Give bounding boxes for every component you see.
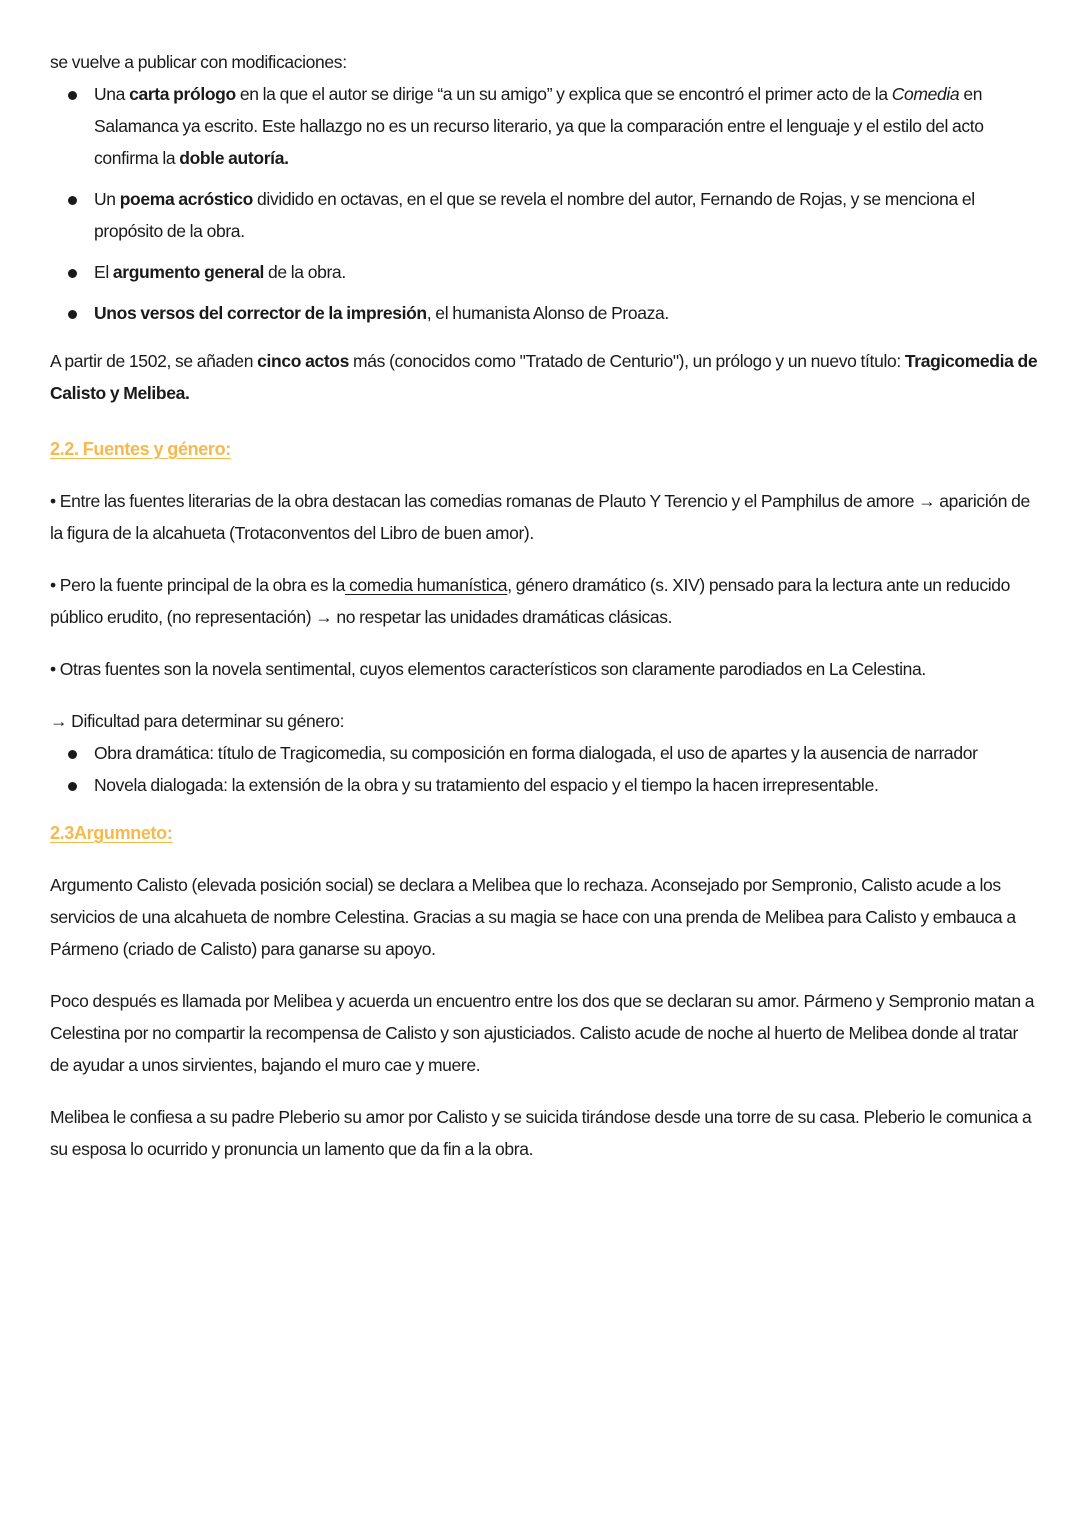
bullet-icon [68,310,77,319]
paragraph-bold: cinco actos [257,351,350,371]
document-page [50,46,1040,1165]
item-bold: carta prólogo [129,84,236,104]
paragraph-text: • Pero la fuente principal de la obra es la [50,575,345,595]
item-bold: doble autoría. [179,148,289,168]
genre-list [50,737,1040,801]
item-bold: argumento general [112,262,264,282]
list-item [50,297,1040,329]
bullet-icon [68,269,77,278]
paragraph-bold: Tragicomedia de Calisto y Melibea. [50,351,1038,403]
paragraph-text: , género dramático (s. XIV) pensado para la lectura ante un reducido público erudito, (no representación) → no respetar las unidades dramáticas clásicas. [50,575,1011,627]
bullet-icon [68,750,77,759]
fuentes-paragraph-2 [50,569,1040,633]
additions-list [50,78,1040,329]
bullet-icon [68,782,77,791]
item-text: en Salamanca ya escrito. Este hallazgo no es un recurso literario, ya que la comparación entre el lenguaje y el estilo del acto confirma la [94,84,984,168]
list-item [50,256,1040,288]
fuentes-paragraph-4: → Dificultad para determinar su género: [50,711,345,731]
fuentes-paragraph-1: • Entre las fuentes literarias de la obra destacan las comedias romanas de Plauto Y Terencio y el Pamphilus de amore → aparición de la figura de la alcahueta (Trotaconventos del Libro de buen amor). [50,491,1030,543]
paragraph-text: más (conocidos como "Tratado de Centurio"), un prólogo y un nuevo título: [349,351,905,371]
list-item [50,769,1040,801]
item-bold: poema acróstico [119,189,254,209]
item-text: de la obra. [263,262,346,282]
argumento-paragraph-2: Poco después es llamada por Melibea y acuerda un encuentro entre los dos que se declaran su amor. Pármeno y Sempronio matan a Celestina por no compartir la recompensa de Calisto y son ajusticiados. Calisto acude de noche al huerto de Melibea donde al tratar de ayudar a unos sirvientes, bajando el muro cae y muere. [50,991,1035,1075]
bullet-icon [68,91,77,100]
item-text: en la que el autor se dirige “a un su amigo” y explica que se encontró el primer acto de la [235,84,892,104]
item-bold: Unos versos del corrector de la impresión [94,303,427,323]
paragraph-text: A partir de 1502, se añaden [50,351,258,371]
item-text: Una [94,84,130,104]
bullet-icon [68,196,77,205]
list-item [50,78,1040,174]
item-text: El [94,262,113,282]
list-item [50,183,1040,247]
argumento-paragraph-3: Melibea le confiesa a su padre Pleberio su amor por Calisto y se suicida tirándose desde una torre de su casa. Pleberio le comunica a su esposa lo ocurrido y pronuncia un lamento que da fin a la obra. [50,1107,1032,1159]
item-text: Un [94,189,120,209]
item-text: Novela dialogada: la extensión de la obra y su tratamiento del espacio y el tiempo la hacen irrepresentable. [94,775,879,795]
section-heading-fuentes: 2.2. Fuentes y género: [50,439,231,459]
list-item [50,737,1040,769]
year-paragraph [50,345,1040,409]
fuentes-paragraph-3: • Otras fuentes son la novela sentimental, cuyos elementos característicos son claramente parodiados en La Celestina. [50,659,926,679]
underlined-term: comedia humanística [344,575,508,595]
intro-line: se vuelve a publicar con modificaciones: [50,52,347,72]
item-text: , el humanista Alonso de Proaza. [426,303,669,323]
item-text: Obra dramática: título de Tragicomedia, su composición en forma dialogada, el uso de apartes y la ausencia de narrador [94,743,978,763]
argumento-paragraph-1: Argumento Calisto (elevada posición social) se declara a Melibea que lo rechaza. Aconsejado por Sempronio, Calisto acude a los servicios de una alcahueta de nombre Celestina. Gracias a su magia se hace con una prenda de Melibea para Calisto y embauca a Pármeno (criado de Calisto) para ganarse su apoyo. [50,875,1016,959]
item-italic: Comedia [891,84,960,104]
item-text: dividido en octavas, en el que se revela el nombre del autor, Fernando de Rojas, y se menciona el propósito de la obra. [94,189,975,241]
section-heading-argumento: 2.3Argumneto: [50,823,173,843]
